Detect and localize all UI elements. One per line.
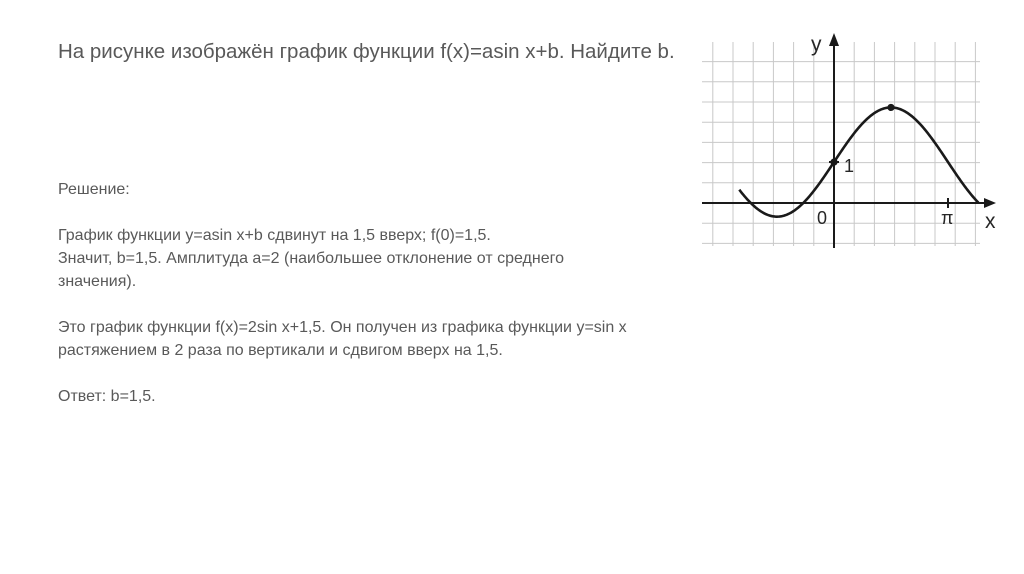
function-graph [698, 28, 1008, 250]
solution-line-1: График функции y=asin x+b сдвинут на 1,5 вверх; f(0)=1,5. [58, 227, 491, 244]
solution-text [58, 178, 778, 408]
marked-point [887, 104, 894, 111]
y-axis-label: y [811, 33, 822, 56]
y-tick-label: 1 [844, 156, 855, 176]
solution-line-5: растяжением в 2 раза по вертикали и сдвигом вверх на 1,5. [58, 342, 503, 359]
y-axis-arrow [829, 33, 839, 46]
marked-points [830, 104, 894, 166]
solution-line-2: Значит, b=1,5. Амплитуда a=2 (наибольшее отклонение от среднего [58, 250, 564, 267]
x-tick-label: π [941, 208, 954, 228]
solution-line-4: Это график функции f(x)=2sin x+1,5. Он получен из графика функции y=sin x [58, 319, 627, 336]
sine-curve [739, 107, 978, 216]
graph-grid [702, 42, 980, 246]
marked-point [830, 158, 837, 165]
origin-label: 0 [817, 208, 828, 228]
x-axis-arrow [984, 198, 996, 208]
slide-title: На рисунке изображён график функции f(x)=asin x+b. Найдите b. [58, 40, 675, 63]
solution-line-3: значения). [58, 273, 137, 290]
x-axis-label: x [985, 210, 996, 233]
solution-heading: Решение: [58, 181, 130, 198]
answer-line: Ответ: b=1,5. [58, 388, 156, 405]
